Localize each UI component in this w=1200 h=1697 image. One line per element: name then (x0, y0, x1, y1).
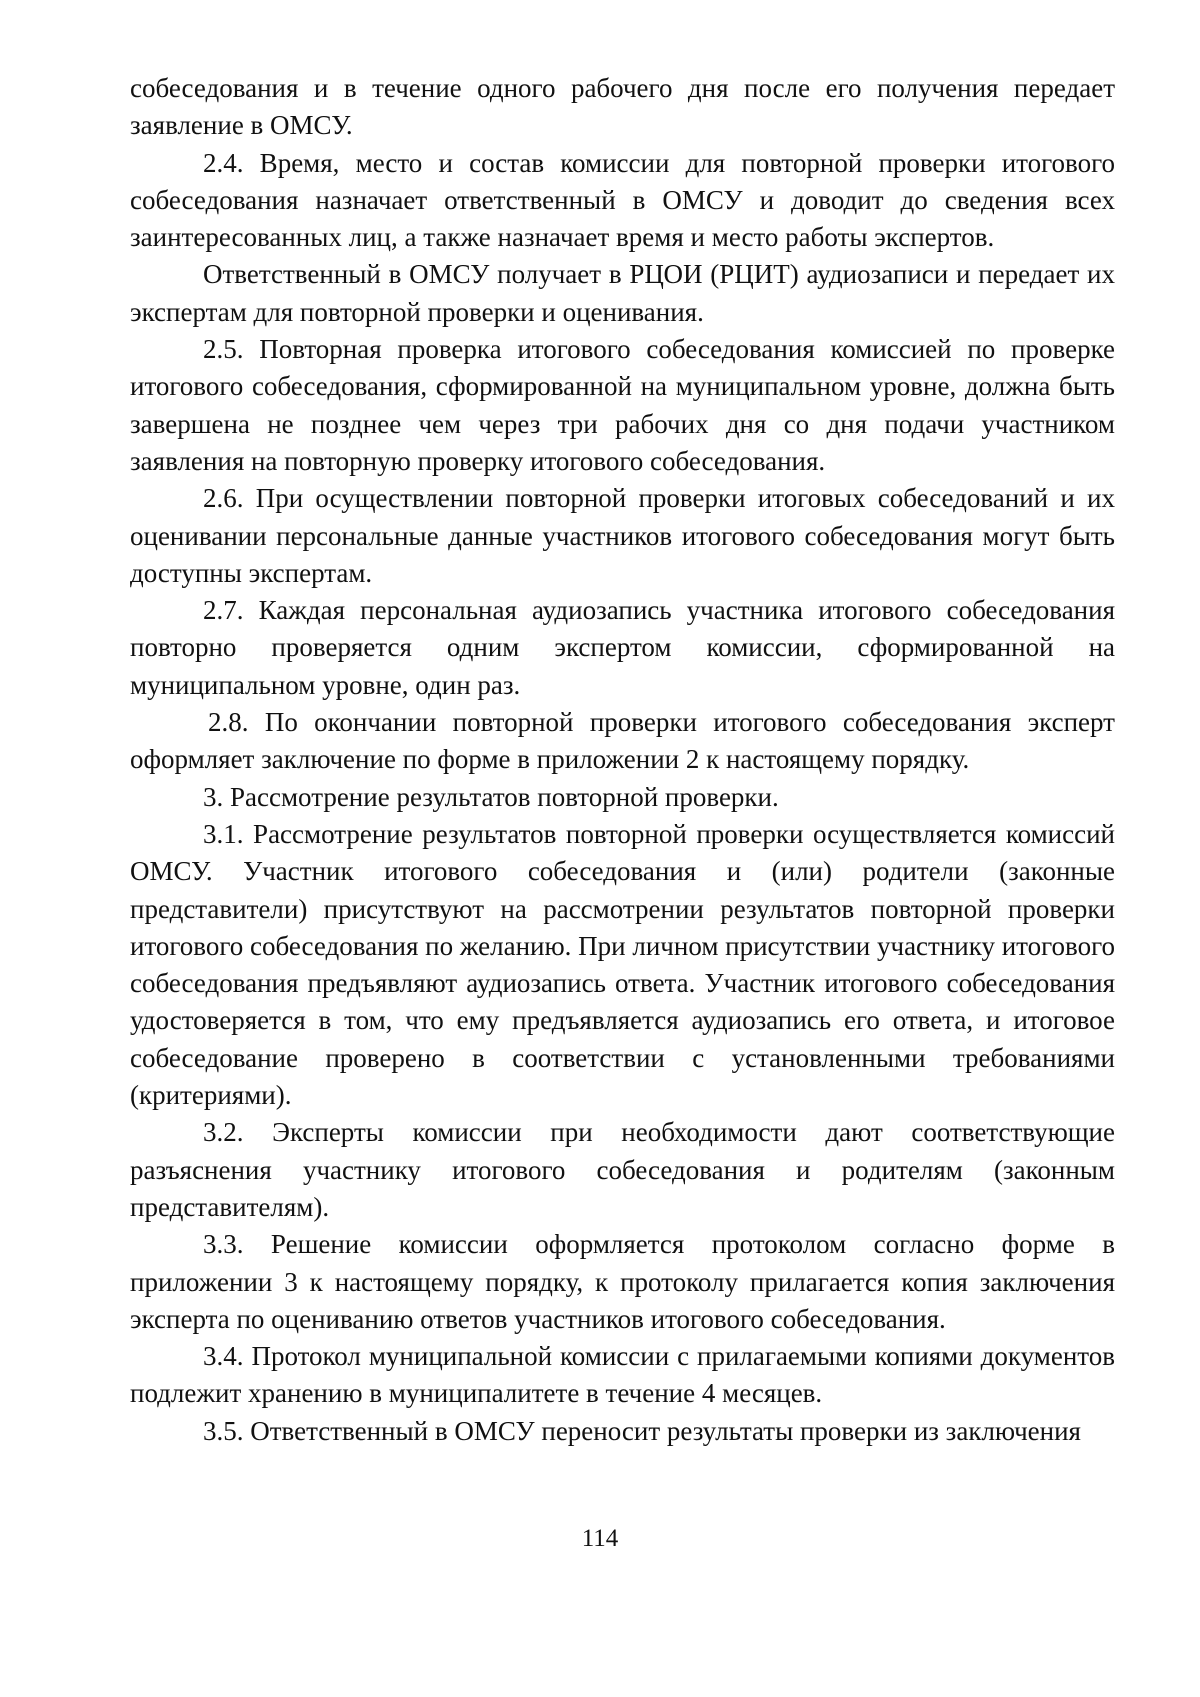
paragraph-3-5: 3.5. Ответственный в ОМСУ переносит результаты проверки из заключения (203, 1415, 1081, 1446)
document-body (130, 70, 1115, 1450)
paragraph-2-7: 2.7. Каждая персональная аудиозапись участника итогового собеседования повторно проверяется одним экспертом комиссии, сформированной на муниципальном уровне, один раз. (130, 595, 1115, 700)
paragraph-3-2: 3.2. Эксперты комиссии при необходимости дают соответствующие разъяснения участнику итогового собеседования и родителям (законным представителям). (130, 1117, 1115, 1222)
paragraph-2-4: 2.4. Время, место и состав комиссии для повторной проверки итогового собеседования назначает ответственный в ОМСУ и доводит до сведения всех заинтересованных лиц, а также назначает время и место работы экспертов. (130, 147, 1115, 253)
section-3-heading: 3. Рассмотрение результатов повторной проверки. (203, 781, 779, 812)
paragraph-3-3: 3.3. Решение комиссии оформляется протоколом согласно форме в приложении 3 к настоящему порядку, к протоколу прилагается копия заключения эксперта по оцениванию ответов участников итогового собеседования. (130, 1229, 1115, 1334)
paragraph-2-6: 2.6. При осуществлении повторной проверки итоговых собеседований и их оценивании персональные данные участников итогового собеседования могут быть доступны экспертам. (130, 483, 1115, 588)
paragraph-2-5: 2.5. Повторная проверка итогового собеседования комиссией по проверке итогового собеседования, сформированной на муниципальном уровне, должна быть завершена не позднее чем через три рабочих дня со дня подачи участником заявления на повторную проверку итогового собеседования. (130, 334, 1115, 476)
paragraph-3-4: 3.4. Протокол муниципальной комиссии с прилагаемыми копиями документов подлежит хранению в муниципалитете в течение 4 месяцев. (130, 1341, 1115, 1409)
page-number: 114 (581, 1525, 619, 1552)
paragraph-continuation: собеседования и в течение одного рабочего дня после его получения передает заявление в ОМСУ. (130, 73, 1115, 141)
paragraph-2-8: 2.8. По окончании повторной проверки итогового собеседования эксперт оформляет заключение по форме в приложении 2 к настоящему порядку. (130, 707, 1115, 775)
paragraph-3-1: 3.1. Рассмотрение результатов повторной проверки осуществляется комиссий ОМСУ. Участник итогового собеседования и (или) родители (законные представители) присутствуют на рассмотрении результатов повторной проверки итогового собеседования по желанию. При личном присутствии участнику итогового собеседования предъявляют аудиозапись ответа. Участник итогового собеседования удостоверяется в том, что ему предъявляется аудиозапись его ответа, и итоговое собеседование проверено в соответствии с установленными требованиями (критериями). (130, 818, 1115, 1111)
paragraph-2-4-responsible: Ответственный в ОМСУ получает в РЦОИ (РЦИТ) аудиозаписи и передает их экспертам для повторной проверки и оценивания. (130, 259, 1115, 327)
